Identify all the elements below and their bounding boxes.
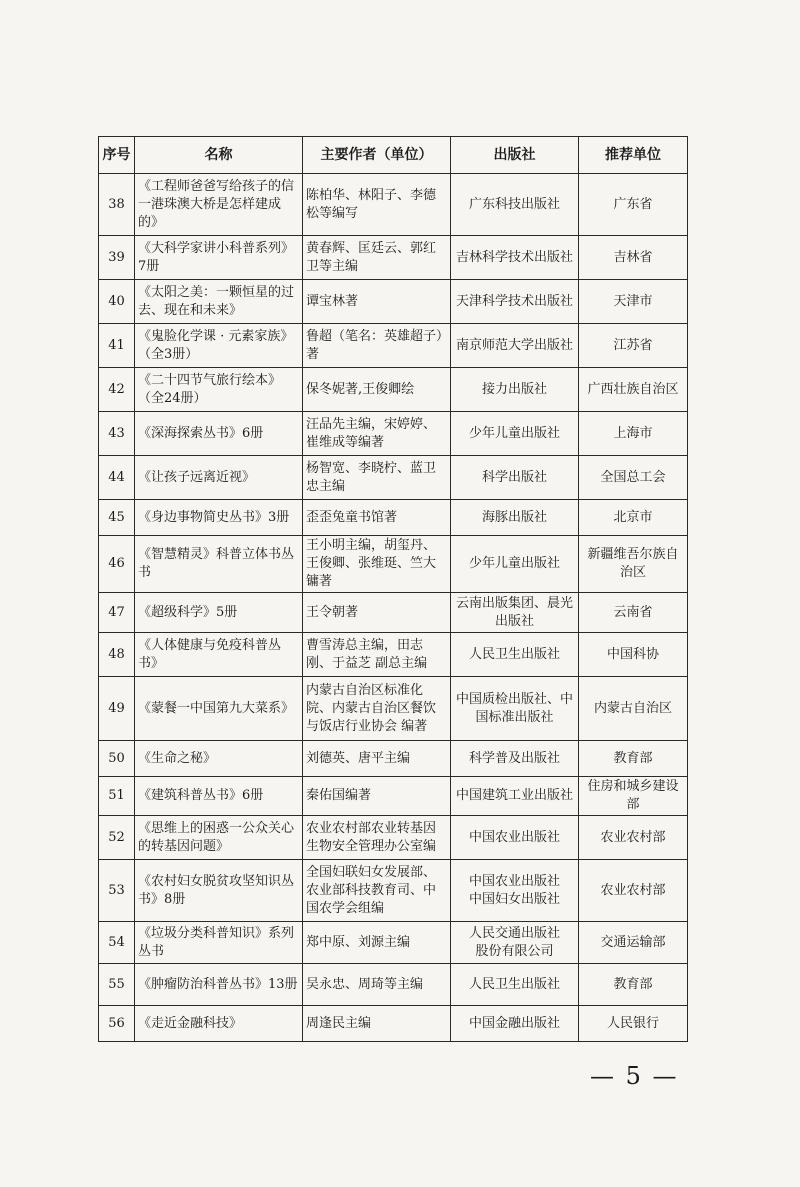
book-title: 《超级科学》5册 [135,593,303,633]
recommending-unit: 交通运输部 [579,922,688,964]
row-number: 56 [99,1006,135,1042]
book-title: 《智慧精灵》科普立体书丛书 [135,536,303,593]
recommending-unit: 云南省 [579,593,688,633]
book-title: 《深海探索丛书》6册 [135,412,303,456]
recommending-unit: 新疆维吾尔族自治区 [579,536,688,593]
table-row [99,280,688,324]
row-number: 43 [99,412,135,456]
book-author: 农业农村部农业转基因生物安全管理办公室编 [303,816,451,860]
row-number: 49 [99,677,135,741]
table-row [99,860,688,922]
book-author: 鲁超（笔名：英雄超子）著 [303,324,451,368]
recommending-unit: 天津市 [579,280,688,324]
book-author: 王小明主编，胡玺丹、王俊卿、张维珽、竺大镛著 [303,536,451,593]
table-row [99,236,688,280]
table-row [99,456,688,500]
book-publisher: 天津科学技术出版社 [451,280,579,324]
book-author: 全国妇联妇女发展部、农业部科技教育司、中国农学会组编 [303,860,451,922]
row-number: 44 [99,456,135,500]
table-header-row [99,137,688,174]
header-title: 名称 [135,137,303,174]
book-title: 《人体健康与免疫科普丛书》 [135,633,303,677]
row-number: 39 [99,236,135,280]
book-publisher: 中国建筑工业出版社 [451,777,579,816]
table-row [99,677,688,741]
book-publisher: 云南出版集团、晨光出版社 [451,593,579,633]
table-row [99,922,688,964]
recommending-unit: 广西壮族自治区 [579,368,688,412]
row-number: 48 [99,633,135,677]
book-publisher: 中国质检出版社、中国标准出版社 [451,677,579,741]
row-number: 38 [99,174,135,236]
table-row [99,368,688,412]
recommending-unit: 教育部 [579,741,688,777]
book-publisher: 广东科技出版社 [451,174,579,236]
recommending-unit: 内蒙古自治区 [579,677,688,741]
book-author: 秦佑国编著 [303,777,451,816]
book-publisher: 中国金融出版社 [451,1006,579,1042]
recommending-unit: 吉林省 [579,236,688,280]
book-author: 汪品先主编，宋婷婷、崔维成等编著 [303,412,451,456]
table-row [99,816,688,860]
table-row [99,174,688,236]
book-author: 周逢民主编 [303,1006,451,1042]
table-row [99,593,688,633]
book-author: 歪歪兔童书馆著 [303,500,451,536]
table-row [99,1006,688,1042]
table-row [99,536,688,593]
recommending-unit: 农业农村部 [579,816,688,860]
recommending-unit: 人民银行 [579,1006,688,1042]
row-number: 42 [99,368,135,412]
book-author: 吴永忠、周琦等主编 [303,964,451,1006]
book-author: 王令朝著 [303,593,451,633]
row-number: 54 [99,922,135,964]
book-publisher: 吉林科学技术出版社 [451,236,579,280]
row-number: 55 [99,964,135,1006]
row-number: 53 [99,860,135,922]
book-title: 《大科学家讲小科普系列》7册 [135,236,303,280]
book-title: 《垃圾分类科普知识》系列丛书 [135,922,303,964]
book-author: 郑中原、刘源主编 [303,922,451,964]
book-author: 刘德英、唐平主编 [303,741,451,777]
recommending-unit: 中国科协 [579,633,688,677]
recommending-unit: 上海市 [579,412,688,456]
row-number: 45 [99,500,135,536]
table-row [99,964,688,1006]
book-publisher: 科学普及出版社 [451,741,579,777]
book-publisher: 科学出版社 [451,456,579,500]
book-title: 《生命之秘》 [135,741,303,777]
row-number: 41 [99,324,135,368]
header-publisher: 出版社 [451,137,579,174]
table-row [99,741,688,777]
book-title: 《走近金融科技》 [135,1006,303,1042]
book-publisher: 少年儿童出版社 [451,412,579,456]
book-author: 内蒙古自治区标准化院、内蒙古自治区餐饮与饭店行业协会 编著 [303,677,451,741]
book-author: 保冬妮著,王俊卿绘 [303,368,451,412]
book-title: 《肿瘤防治科普丛书》13册 [135,964,303,1006]
recommending-unit: 全国总工会 [579,456,688,500]
book-publisher: 南京师范大学出版社 [451,324,579,368]
book-title: 《建筑科普丛书》6册 [135,777,303,816]
book-publisher: 海豚出版社 [451,500,579,536]
book-list-table [98,136,688,1042]
table-row [99,500,688,536]
book-title: 《蒙餐一中国第九大菜系》 [135,677,303,741]
book-title: 《农村妇女脱贫攻坚知识丛书》8册 [135,860,303,922]
book-title: 《思维上的困惑一公众关心的转基因问题》 [135,816,303,860]
table-row [99,777,688,816]
recommending-unit: 广东省 [579,174,688,236]
book-title: 《工程师爸爸写给孩子的信一港珠澳大桥是怎样建成的》 [135,174,303,236]
row-number: 46 [99,536,135,593]
page-number: — 5 — [590,1062,679,1090]
recommending-unit: 教育部 [579,964,688,1006]
row-number: 40 [99,280,135,324]
book-publisher: 人民卫生出版社 [451,633,579,677]
header-number: 序号 [99,137,135,174]
table-row [99,324,688,368]
book-title: 《鬼脸化学课 · 元素家族》（全3册） [135,324,303,368]
book-publisher: 人民卫生出版社 [451,964,579,1006]
book-author: 陈柏华、林阳子、李德松等编写 [303,174,451,236]
row-number: 52 [99,816,135,860]
table-row [99,412,688,456]
book-publisher: 人民交通出版社 股份有限公司 [451,922,579,964]
row-number: 47 [99,593,135,633]
book-publisher: 中国农业出版社 中国妇女出版社 [451,860,579,922]
book-author: 曹雪涛总主编，田志刚、于益芝 副总主编 [303,633,451,677]
book-author: 黄春辉、匡廷云、郭红卫等主编 [303,236,451,280]
book-publisher: 少年儿童出版社 [451,536,579,593]
book-author: 杨智宽、李晓柠、蓝卫忠主编 [303,456,451,500]
recommending-unit: 农业农村部 [579,860,688,922]
book-title: 《身边事物简史丛书》3册 [135,500,303,536]
book-title: 《让孩子远离近视》 [135,456,303,500]
recommending-unit: 江苏省 [579,324,688,368]
book-publisher: 接力出版社 [451,368,579,412]
header-recommender: 推荐单位 [579,137,688,174]
table-row [99,633,688,677]
book-publisher: 中国农业出版社 [451,816,579,860]
header-author: 主要作者（单位） [303,137,451,174]
row-number: 50 [99,741,135,777]
recommending-unit: 住房和城乡建设部 [579,777,688,816]
recommending-unit: 北京市 [579,500,688,536]
book-author: 谭宝林著 [303,280,451,324]
book-title: 《二十四节气旅行绘本》（全24册） [135,368,303,412]
book-title: 《太阳之美：一颗恒星的过去、现在和未来》 [135,280,303,324]
row-number: 51 [99,777,135,816]
